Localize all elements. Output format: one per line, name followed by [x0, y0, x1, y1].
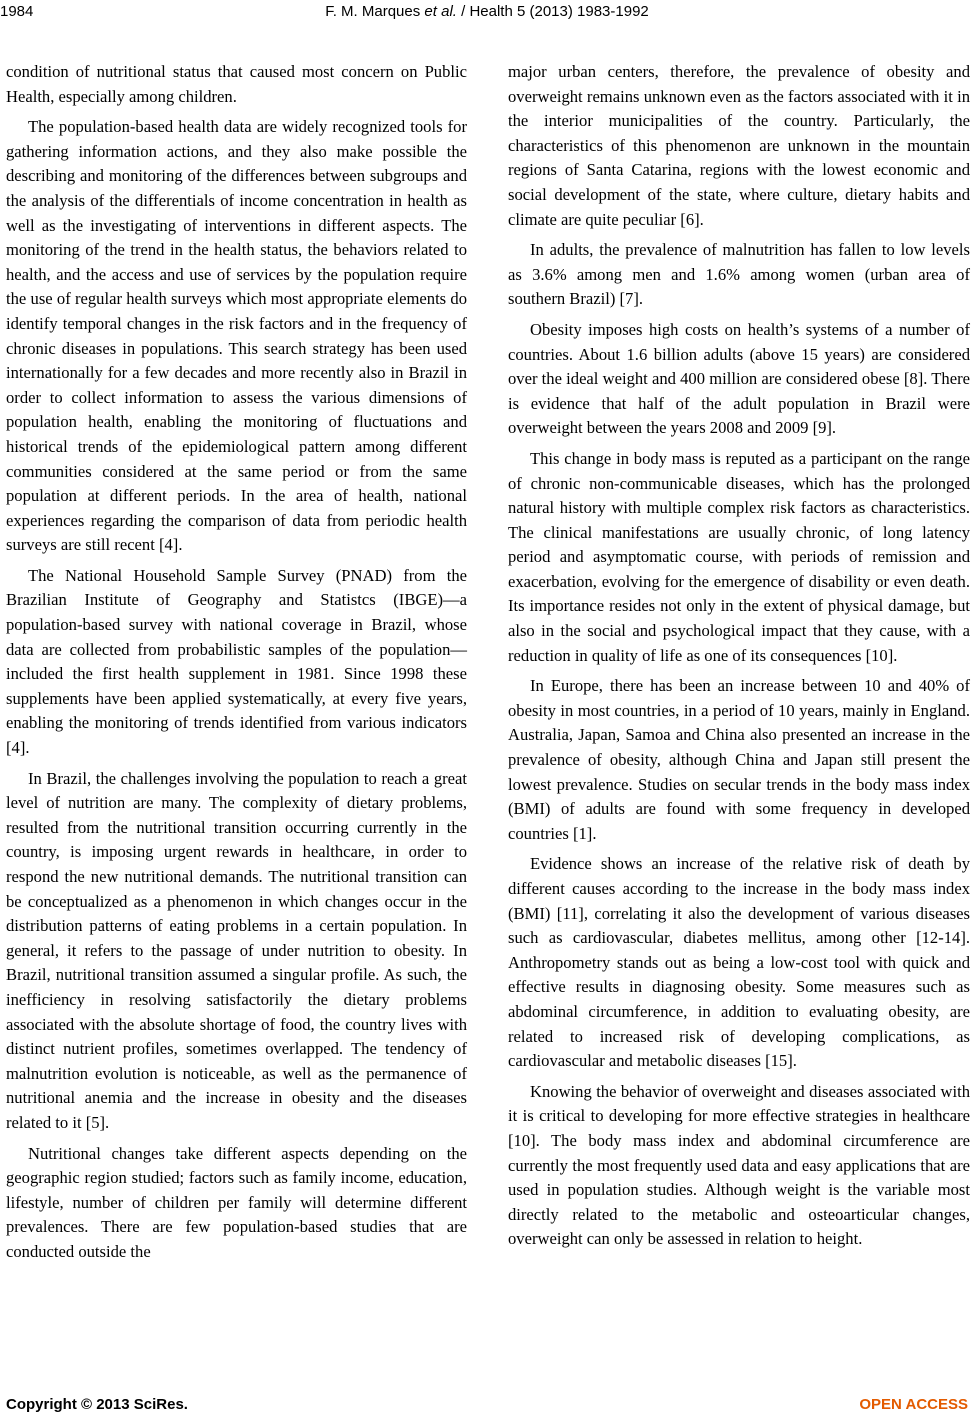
running-head-authors: F. M. Marques — [325, 3, 425, 20]
paragraph: The National Household Sample Survey (PNAD) from the Brazilian Institute of Geography and Statistcs (IBGE)—a population-based survey with national coverage in Brazil, whose data are collected from probabilistic samples of the population—included the first health supplement in 1981. Since 1998 these supplements have been applied systematically, at every five years, enabling the monitoring of trends identified from various indicators [4]. — [6, 565, 467, 758]
paragraph: Obesity imposes high costs on health’s systems of a number of countries. About 1.6 billion adults (above 15 years) are considered over the ideal weight and 400 million are considered obese [8]. There is evidence that half of the adult population in Brazil were overweight between the years 2008 and 2009 [9]. — [508, 319, 970, 438]
paragraph: In Europe, there has been an increase between 10 and 40% of obesity in most countries, in a period of 10 years, mainly in England. Australia, Japan, Samoa and China also presented an increase in the prevalence of obesity, although China and Japan still present the lowest prevalence. Studies on secular trends in the body mass index (BMI) of adults are found with some frequency in developed countries [1]. — [508, 676, 970, 843]
copyright-notice: Copyright © 2013 SciRes. — [6, 1396, 188, 1413]
right-column — [508, 60, 970, 1258]
paragraph: Knowing the behavior of overweight and diseases associated with it is critical to developing for more effective strategies in healthcare [10]. The body mass index and abdominal circumference are currently the most frequently used data and easy applications that are used in population studies. Although weight is the variable most directly related to the metabolic and osteoarticular changes, overweight can only be assessed in relation to height. — [508, 1081, 970, 1249]
paragraph: In Brazil, the challenges involving the population to reach a great level of nutrition are many. The complexity of dietary problems, resulted from the nutritional transition occurring currently in the country, is imposing urgent rewards in healthcare, in order to respond the new nutritional demands. The nutritional transition can be conceptualized as a phenomenon in which changes occur in the distribution patterns of eating problems in a certain population. In general, it refers to the passage of under nutrition to obesity. In Brazil, nutritional transition assumed a singular profile. As such, the inefficiency in resolving satisfactorily the dietary problems associated with the absolute shortage of food, the country lives with distinct nutrient profiles, sometimes overlapped. The tendency of malnutrition evolution is noticeable, as well as the permanence of nutritional anemia and the increase in obesity and the diseases related to it [5]. — [6, 768, 467, 1132]
page-number: 1984 — [0, 3, 34, 20]
running-head-citation: / Health 5 (2013) 1983-1992 — [456, 3, 649, 20]
paragraph: In adults, the prevalence of malnutrition has fallen to low levels as 3.6% among men and 1.6% among women (urban area of southern Brazil) [7]. — [508, 240, 970, 309]
paragraph: Nutritional changes take different aspects depending on the geographic region studied; factors such as family income, education, lifestyle, number of children per family will determine different prevalences. There are few population-based studies that are conducted outside the — [6, 1143, 467, 1261]
left-column — [6, 60, 467, 1271]
paragraph: Evidence shows an increase of the relative risk of death by different causes according to the increase in the body mass index (BMI) [11], correlating it also the development of various diseases such as cardiovascular, diabetes mellitus, among other [12-14]. Anthropometry stands out as being a low-cost tool with quick and effective results in diagnosing obesity. Some measures such as abdominal circumference, in addition to evaluating obesity, are related to increased risk of developing complications, as cardiovascular and metabolic diseases [15]. — [508, 854, 970, 1071]
paragraph: This change in body mass is reputed as a participant on the range of chronic non-communicable diseases, which has the prolonged natural history with multiple complex risk factors as characteristics. The clinical manifestations are usually chronic, of long latency period and asymptomatic course, with periods of remission and exacerbation, evolving for the emergence of disability or even death. Its importance resides not only in the extent of physical damage, but also in the social and psychological impact that they cause, with a reduction in quality of life as one of its consequences [10]. — [508, 448, 970, 665]
open-access-label: OPEN ACCESS — [859, 1396, 968, 1413]
page-header — [0, 0, 974, 30]
running-head — [0, 3, 974, 20]
paragraph: major urban centers, therefore, the prevalence of obesity and overweight remains unknown even as the factors associated with it in the interior municipalities of the country. Particularly, the characteristics of this phenomenon are unknown in the mountain regions of Santa Catarina, regions with the lowest economic and social development of the state, where culture, dietary habits and climate are quite peculiar [6]. — [508, 62, 970, 229]
paragraph: The population-based health data are widely recognized tools for gathering information actions, and they also make possible the describing and monitoring of the differences between subgroups and the analysis of the differentials of income concentration in health as well as the investigating of interventions in different aspects. The monitoring of the trend in the health status, the behaviors related to health, and the access and use of services by the population require the use of regular health surveys which most appropriate elements do identify temporal changes in the risk factors and in the frequency of chronic diseases in populations. This search strategy has been used internationally for a few decades and more recently also in Brazil in order to collect information to assess the various dimensions of population health, enabling the monitoring of fluctuations and historical trends of the epidemiological pattern among different communities considered at the same period or from the same population at different periods. In the area of health, national experiences regarding the comparison of data from periodic health surveys are still recent [4]. — [6, 117, 467, 555]
page-footer — [0, 1390, 974, 1416]
paragraph: condition of nutritional status that caused most concern on Public Health, especially among children. — [6, 62, 467, 106]
running-head-etal: et al. — [424, 3, 457, 20]
